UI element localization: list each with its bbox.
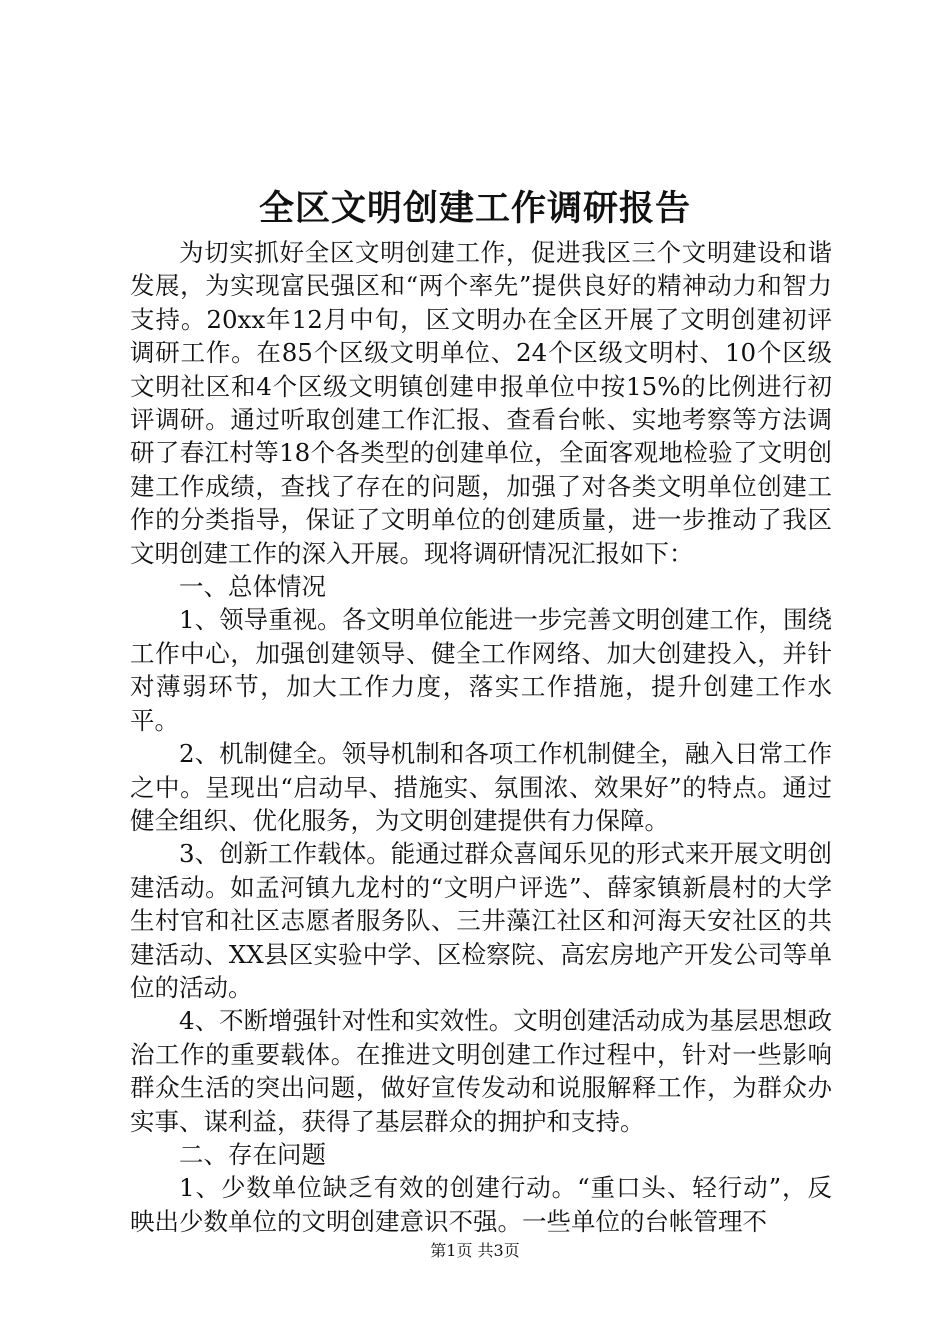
paragraph-effectiveness: 4、不断增强针对性和实效性。文明创建活动成为基层思想政治工作的重要载体。在推进文明创建工作过程中，针对一些影响群众生活的突出问题，做好宣传发动和说服解释工作，为群众办实事、谋利益，获得了基层群众的拥护和支持。 xyxy=(130,1006,832,1136)
paragraph-intro: 为切实抓好全区文明创建工作，促进我区三个文明建设和谐发展，为实现富民强区和“两个率先”提供良好的精神动力和智力支持。20xx年12月中旬，区文明办在全区开展了文明创建初评调研工作。在85个区级文明单位、24个区级文明村、10个区级文明社区和4个区级文明镇创建申报单位中按15%的比例进行初评调研。通过听取创建工作汇报、查看台帐、实地考察等方法调研了春江村等18个各类型的创建单位，全面客观地检验了文明创建工作成绩，查找了存在的问题，加强了对各类文明单位创建工作的分类指导，保证了文明单位的创建质量，进一步推动了我区文明创建工作的深入开展。现将调研情况汇报如下： xyxy=(130,238,832,568)
page-footer: 第1页 共3页 xyxy=(430,1241,520,1260)
paragraph-problem-1: 1、少数单位缺乏有效的创建行动。“重口头、轻行动”，反映出少数单位的文明创建意识不强。一些单位的台帐管理不 xyxy=(130,1173,832,1236)
paragraph-leadership: 1、领导重视。各文明单位能进一步完善文明创建工作，围绕工作中心，加强创建领导、健全工作网络、加大创建投入，并针对薄弱环节，加大工作力度，落实工作措施，提升创建工作水平。 xyxy=(130,605,832,735)
paragraph-innovation: 3、创新工作载体。能通过群众喜闻乐见的形式来开展文明创建活动。如孟河镇九龙村的“文明户评选”、薛家镇新晨村的大学生村官和社区志愿者服务队、三井藻江社区和河海天安社区的共建活动、XX县区实验中学、区检察院、高宏房地产开发公司等单位的活动。 xyxy=(130,839,832,1002)
paragraph-mechanism: 2、机制健全。领导机制和各项工作机制健全，融入日常工作之中。呈现出“启动早、措施实、氛围浓、效果好”的特点。通过健全组织、优化服务，为文明创建提供有力保障。 xyxy=(130,739,832,835)
section-heading-overview: 一、总体情况 xyxy=(179,572,326,602)
document-title: 全区文明创建工作调研报告 xyxy=(258,188,691,229)
document-body xyxy=(130,236,832,1238)
section-heading-problems: 二、存在问题 xyxy=(179,1139,326,1169)
